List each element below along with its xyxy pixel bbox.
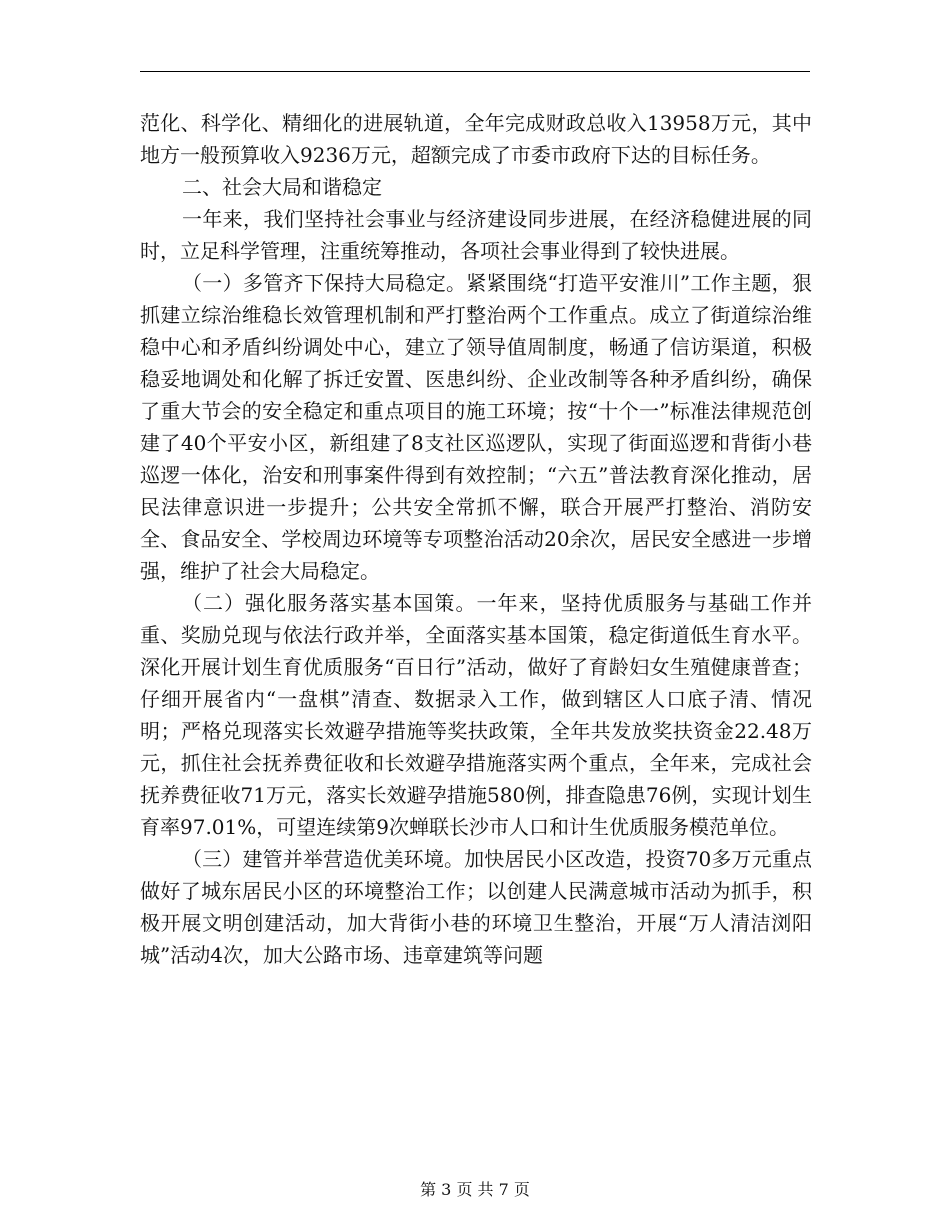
header-rule: [140, 71, 810, 72]
paragraph-social-overview: 一年来，我们坚持社会事业与经济建设同步进展，在经济稳健进展的同时，立足科学管理，注重统筹推动，各项社会事业得到了较快进展。: [140, 207, 812, 263]
page-number-footer: 第 3 页 共 7 页: [420, 1180, 530, 1199]
paragraph-stability: （一）多管齐下保持大局稳定。紧紧围绕“打造平安淮川”工作主题，狠抓建立综治维稳长效管理机制和严打整治两个工作重点。成立了街道综治维稳中心和矛盾纠纷调处中心，建立了领导值周制度，畅通了信访渠道，积极稳妥地调处和化解了拆迁安置、医患纠纷、企业改制等各种矛盾纠纷，确保了重大节会的安全稳定和重点项目的施工环境；按“十个一”标准法律规范创建了40个平安小区，新组建了8支社区巡逻队，实现了街面巡逻和背街小巷巡逻一体化，治安和刑事案件得到有效控制；“六五”普法教育深化推动，居民法律意识进一步提升；公共安全常抓不懈，联合开展严打整治、消防安全、食品安全、学校周边环境等专项整治活动20余次，居民安全感进一步增强，维护了社会大局稳定。: [140, 271, 812, 583]
paragraph-family-planning: （二）强化服务落实基本国策。一年来，坚持优质服务与基础工作并重、奖励兑现与依法行政并举，全面落实基本国策，稳定街道低生育水平。深化开展计划生育优质服务“百日行”活动，做好了育龄妇女生殖健康普查；仔细开展省内“一盘棋”清查、数据录入工作，做到辖区人口底子清、情况明；严格兑现落实长效避孕措施等奖扶政策，全年共发放奖扶资金22.48万元，抓住社会抚养费征收和长效避孕措施落实两个重点，全年来，完成社会抚养费征收71万元，落实长效避孕措施580例，排查隐患76例，实现计划生育率97.01%，可望连续第9次蝉联长沙市人口和计生优质服务模范单位。: [140, 591, 812, 839]
paragraph-environment: （三）建管并举营造优美环境。加快居民小区改造，投资70多万元重点做好了城东居民小区的环境整治工作；以创建人民满意城市活动为抓手，积极开展文明创建活动，加大背街小巷的环境卫生整治，开展“万人清洁浏阳城”活动4次，加大公路市场、违章建筑等问题: [140, 847, 812, 967]
document-body: [140, 107, 812, 971]
paragraph-continued-finance: 范化、科学化、精细化的进展轨道，全年完成财政总收入13958万元，其中地方一般预算收入9236万元，超额完成了市委市政府下达的目标任务。: [140, 111, 812, 167]
section-heading-social-stability: 二、社会大局和谐稳定: [182, 175, 382, 199]
